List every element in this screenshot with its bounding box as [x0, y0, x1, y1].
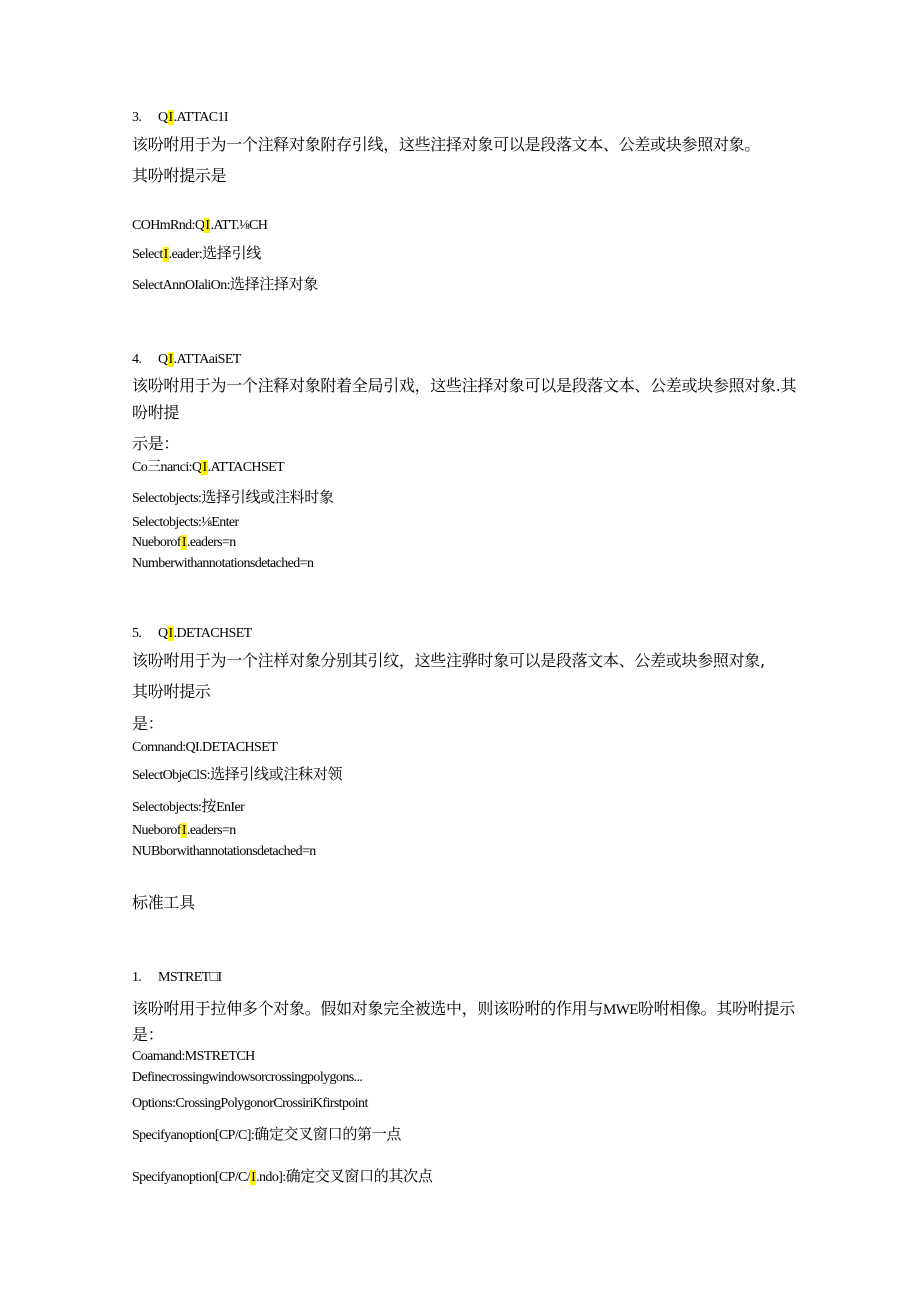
section-3-prompt-intro: 其吩咐提示是 — [132, 166, 227, 185]
section-number: 4. — [132, 352, 142, 367]
section-4-prompt-intro: 示是： — [132, 434, 180, 453]
select-objects-enter-line: Selectobjects:按EnIer — [132, 797, 245, 815]
define-crossing-line: Definecrossingwindowsorcrossingpolygons... — [132, 1070, 363, 1085]
select-objects-line: SelectObjeClS:选择引线或注秣对领 — [132, 765, 343, 783]
select-objects-enter-line: Selectobjects:⅛Enter — [132, 515, 239, 530]
section-5-heading: 5. QI.DETACHSET — [132, 626, 252, 641]
section-4-description-line-2: 吩咐提 — [132, 403, 180, 422]
section-number: 3. — [132, 110, 142, 125]
command-line: Comnand:QI.DETACHSET — [132, 740, 278, 755]
number-of-leaders-line: NueborofI.eaders=n — [132, 823, 236, 838]
section-3-heading: 3. QI.ATTAC1I — [132, 110, 228, 125]
specify-option-second-point-line: Specifyanoption[CP/C/I.ndo]:确定交叉窗口的其次点 — [132, 1167, 433, 1185]
mstretch-description-line-2: 是： — [132, 1025, 164, 1044]
section-4-heading: 4. QI.ATTAaiSET — [132, 352, 241, 367]
highlight-mark: I — [181, 535, 186, 550]
section-5-prompt-intro-line-2: 是： — [132, 714, 164, 733]
highlight-mark: I — [168, 626, 173, 641]
highlight-mark: I — [168, 352, 173, 367]
standard-tools-heading: 标准工具 — [132, 893, 195, 912]
highlight-mark: I — [202, 460, 207, 475]
section-number: 5. — [132, 626, 142, 641]
number-with-annotations-line: NUBborwithannotationsdetached=n — [132, 844, 316, 859]
command-line: COHmRnd:QI.ATT.⅛CH — [132, 218, 268, 233]
highlight-mark: I — [181, 823, 186, 838]
mstretch-description-line-1: 该吩咐用于拉伸多个对象。假如对象完全被选中，则该吩咐的作用与MWE吩咐相像。其吩咐提示 — [132, 999, 795, 1018]
options-line: Options:CrossingPolygonorCrossiriKfirstpoint — [132, 1096, 368, 1111]
section-5-description: 该吩咐用于为一个注样对象分别其引纹，这些注骅时象可以是段落文本、公差或块参照对象, — [132, 651, 765, 670]
select-leader-line: SelectI.eader:选择引线 — [132, 244, 261, 262]
section-5-prompt-intro-line-1: 其吩咐提示 — [132, 682, 211, 701]
section-3-description: 该吩咐用于为一个注释对象附存引线，这些注择对象可以是段落文本、公差或块参照对象。 — [132, 135, 761, 154]
command-line: Co三narιci:QI.ATTACHSET — [132, 460, 285, 475]
select-annotation-line: SelectAnnOIaliOn:选择注择对象 — [132, 275, 319, 293]
number-of-leaders-line: NueborofI.eaders=n — [132, 535, 236, 550]
section-4-description-line-1: 该吩咐用于为一个注释对象附着全局引戏，这些注择对象可以是段落文本、公差或块参照对象.其 — [132, 376, 797, 395]
highlight-mark: I — [251, 1170, 256, 1185]
highlight-mark: I — [205, 218, 210, 233]
specify-option-first-point-line: Specifyanoption[CP/C]:确定交叉窗口的第一点 — [132, 1125, 402, 1143]
command-line: Coamand:MSTRETCH — [132, 1049, 255, 1064]
number-with-annotations-line: Numberwithannotationsdetached=n — [132, 556, 314, 571]
section-number: 1. — [132, 970, 142, 985]
highlight-mark: I — [168, 110, 173, 125]
highlight-mark: I — [163, 247, 168, 262]
select-objects-line: Selectobjects:选择引线或注料时象 — [132, 488, 334, 506]
mstretch-heading: 1. MSTRET□I — [132, 970, 222, 985]
